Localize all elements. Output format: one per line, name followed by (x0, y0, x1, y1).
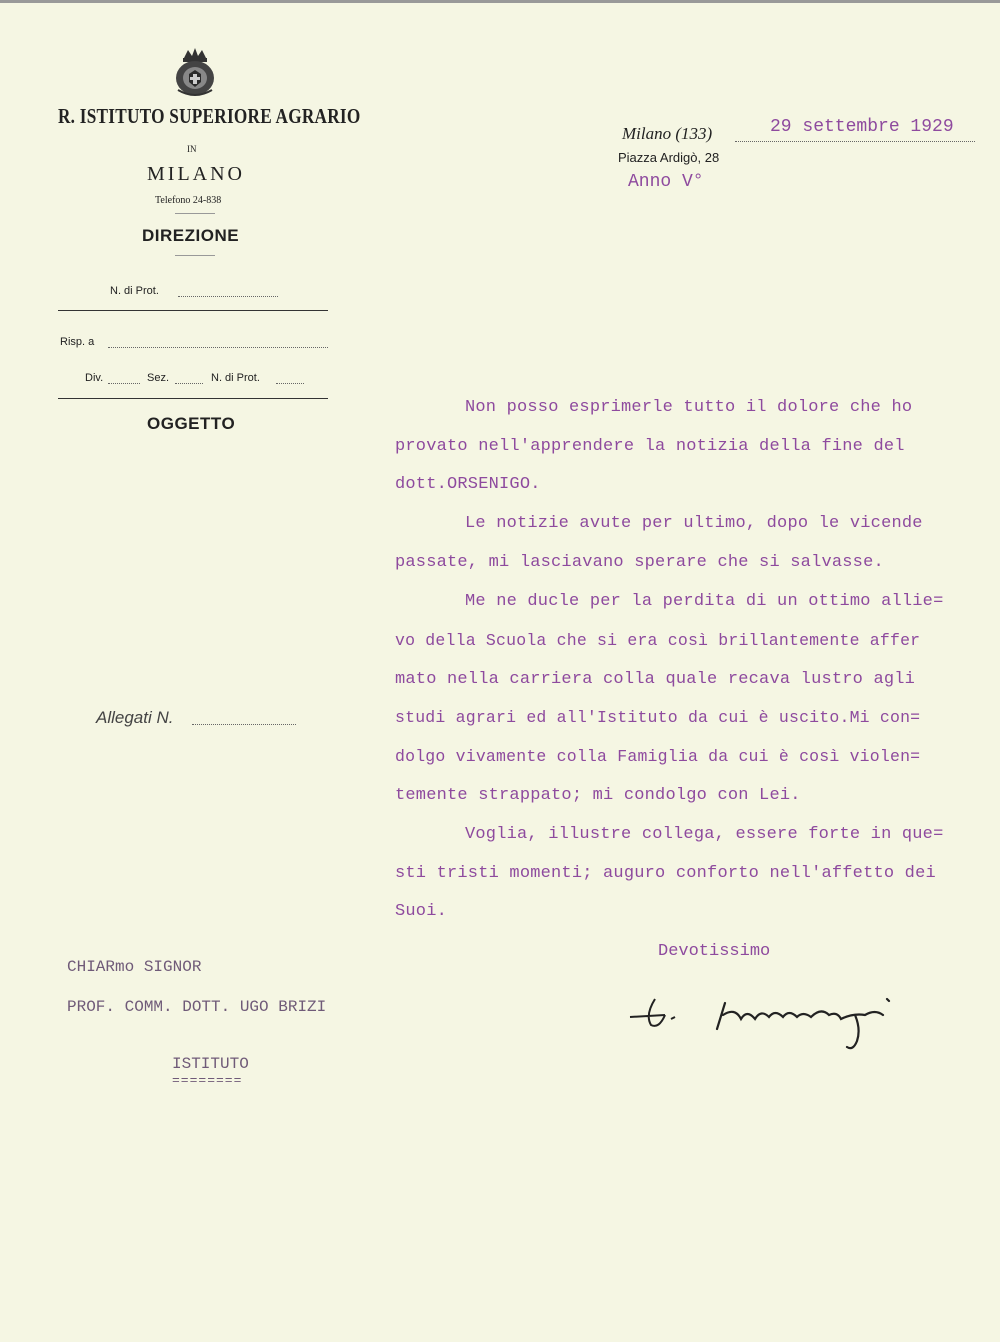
sez-dotted-line (175, 383, 203, 384)
body-line: dolgo vivamente colla Famiglia da cui è così violen= (395, 747, 921, 766)
recipient-underline: ======== (172, 1073, 243, 1088)
closing: Devotissimo (658, 942, 771, 961)
institute-name: R. ISTITUTO SUPERIORE AGRARIO (58, 104, 361, 128)
div-dotted-line (108, 383, 140, 384)
body-line: studi agrari ed all'Istituto da cui è uscito.Mi con= (395, 708, 921, 727)
prot-label: N. di Prot. (110, 285, 159, 297)
divider (175, 255, 215, 256)
prot2-label: N. di Prot. (211, 372, 260, 384)
in-label: IN (187, 144, 197, 154)
body-line: Voglia, illustre collega, essere forte in que= (465, 825, 944, 844)
royal-crest-icon (172, 46, 218, 100)
div-label: Div. (85, 372, 104, 384)
city-name: MILANO (147, 163, 245, 185)
body-line: Me ne ducle per la perdita di un ottimo allie= (465, 592, 944, 611)
body-line: passate, mi lasciavano sperare che si salvasse. (395, 553, 884, 572)
date-dotted-line (735, 141, 975, 142)
form-rule (58, 310, 328, 311)
risp-label: Risp. a (60, 336, 95, 348)
page-top-edge (0, 0, 1000, 3)
anno: Anno V° (628, 172, 704, 192)
allegati-label: Allegati N. (96, 708, 174, 727)
place: Milano (133) (622, 124, 713, 143)
recipient-line-2: PROF. COMM. DOTT. UGO BRIZI (67, 998, 327, 1016)
risp-dotted-line (108, 347, 328, 348)
body-line: mato nella carriera colla quale recava lustro agli (395, 670, 916, 689)
telephone: Telefono 24-838 (155, 195, 222, 206)
body-line: vo della Scuola che si era così brillantemente affer (395, 631, 921, 650)
sez-label: Sez. (147, 372, 170, 384)
recipient-line-1: CHIARmo SIGNOR (67, 958, 202, 976)
address: Piazza Ardigò, 28 (618, 150, 720, 165)
oggetto-label: OGGETTO (147, 414, 236, 433)
body-line: provato nell'apprendere la notizia della fine del (395, 437, 905, 456)
body-line: Non posso esprimerle tutto il dolore che ho (465, 398, 913, 417)
body-line: Suoi. (395, 902, 448, 921)
allegati-dotted-line (192, 724, 296, 725)
body-line: Le notizie avute per ultimo, dopo le vicende (465, 514, 923, 533)
body-line: temente strappato; mi condolgo con Lei. (395, 786, 801, 805)
divider (175, 213, 215, 214)
signature-icon (625, 985, 915, 1055)
prot-dotted-line (178, 296, 278, 297)
letter-date: 29 settembre 1929 (770, 117, 954, 137)
body-line: sti tristi momenti; auguro conforto nell'affetto dei (395, 864, 936, 883)
prot2-dotted-line (276, 383, 304, 384)
recipient-line-3: ISTITUTO (172, 1055, 249, 1073)
form-rule (58, 398, 328, 399)
body-line: dott.ORSENIGO. (395, 475, 541, 494)
department-title: DIREZIONE (142, 226, 240, 245)
